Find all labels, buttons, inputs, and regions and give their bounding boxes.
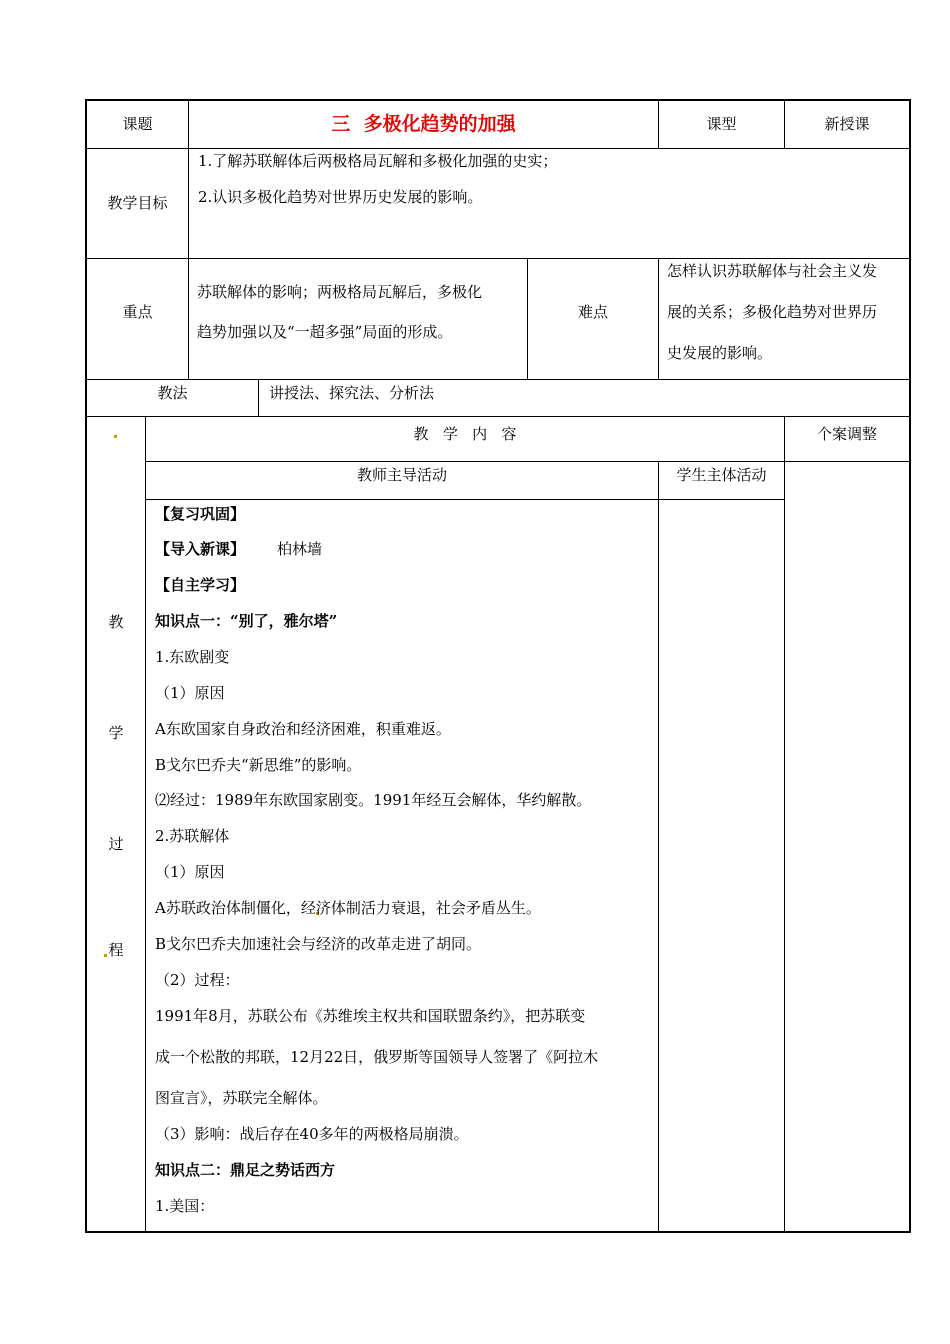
content-line-text: 柏林墙 [277,540,323,558]
content-line: 图宣言》，苏联完全解体。 [155,1089,328,1107]
lesson-type-value: 新授课 [824,115,870,133]
content-line: A苏联政治体制僵化，经济体制活力衰退，社会矛盾丛生。 [155,899,541,917]
content-header: 教 学 内 容 [413,425,517,443]
method-label: 教法 [157,384,188,402]
content-line: 成一个松散的邦联，12月22日，俄罗斯等国领导人签署了《阿拉木 [155,1048,599,1066]
row-divider [145,461,911,462]
process-side-label: 程 [108,941,124,959]
objective-item: 2.认识多极化趋势对世界历史发展的影响。 [198,188,483,206]
key-points-line: 苏联解体的影响；两极格局瓦解后，多极化 [197,283,483,301]
content-line: ⑵经过：1989年东欧国家剧变。1991年经互会解体，华约解散。 [155,791,592,809]
method-value: 讲授法、探究法、分析法 [269,384,435,402]
content-line: 1991年8月，苏联公布《苏维埃主权共和国联盟条约》，把苏联变 [155,1007,586,1025]
table-border-right [909,99,911,1233]
key-points-label: 重点 [122,303,153,321]
content-line: （1）原因 [155,684,225,702]
row-divider [85,258,911,259]
adjust-header: 个案调整 [816,425,877,443]
process-side-label: 教 [108,613,124,631]
content-line: 1.美国： [155,1197,215,1215]
key-points-line: 趋势加强以及“一超多强”局面的形成。 [197,323,453,341]
process-side-label: 过 [108,835,124,853]
student-activity-header: 学生主体活动 [676,466,767,484]
teacher-activity-header: 教师主导活动 [356,466,447,484]
lesson-title: 三 多极化趋势的加强 [331,113,516,135]
difficulty-line: 史发展的影响。 [667,344,773,362]
objectives-label: 教学目标 [107,194,168,212]
row-divider [85,379,911,380]
objective-item: 1.了解苏联解体后两极格局瓦解和多极化加强的史实； [198,152,558,170]
content-line-heading: 【导入新课】 [155,540,246,558]
decorative-dot [104,954,107,957]
row-divider [145,499,784,500]
content-line: 1.东欧剧变 [155,648,230,666]
table-border-bottom [85,1231,911,1233]
content-line: 【复习巩固】 [155,505,246,523]
process-side-label: 学 [108,724,124,742]
content-line: 知识点二：鼎足之势话西方 [155,1161,336,1179]
col-divider [658,258,659,380]
decorative-dot [114,435,117,438]
difficulty-line: 展的关系；多极化趋势对世界历 [667,303,878,321]
col-divider [784,416,785,1232]
content-line: B戈尔巴乔夫加速社会与经济的改革走进了胡同。 [155,935,482,953]
table-border-left [85,99,87,1233]
content-line: 2.苏联解体 [155,827,230,845]
col-divider [258,379,259,417]
content-line: A东欧国家自身政治和经济困难，积重难返。 [155,720,451,738]
col-divider [145,416,146,1232]
content-line: B戈尔巴乔夫“新思维”的影响。 [155,756,362,774]
table-border-top [85,99,911,101]
difficulty-label: 难点 [577,303,608,321]
col-divider [188,99,189,380]
content-line: （1）原因 [155,863,225,881]
topic-label: 课题 [122,115,153,133]
row-divider [85,416,911,417]
content-line: 知识点一：“别了，雅尔塔” [155,612,338,630]
lesson-type-label: 课型 [706,115,737,133]
difficulty-line: 怎样认识苏联解体与社会主义发 [667,262,878,280]
content-line [155,539,322,559]
content-line: （2）过程： [155,971,240,989]
content-line: （3）影响：战后存在40多年的两极格局崩溃。 [155,1125,469,1143]
row-divider [85,148,911,149]
content-line: 【自主学习】 [155,576,246,594]
col-divider [658,461,659,1232]
